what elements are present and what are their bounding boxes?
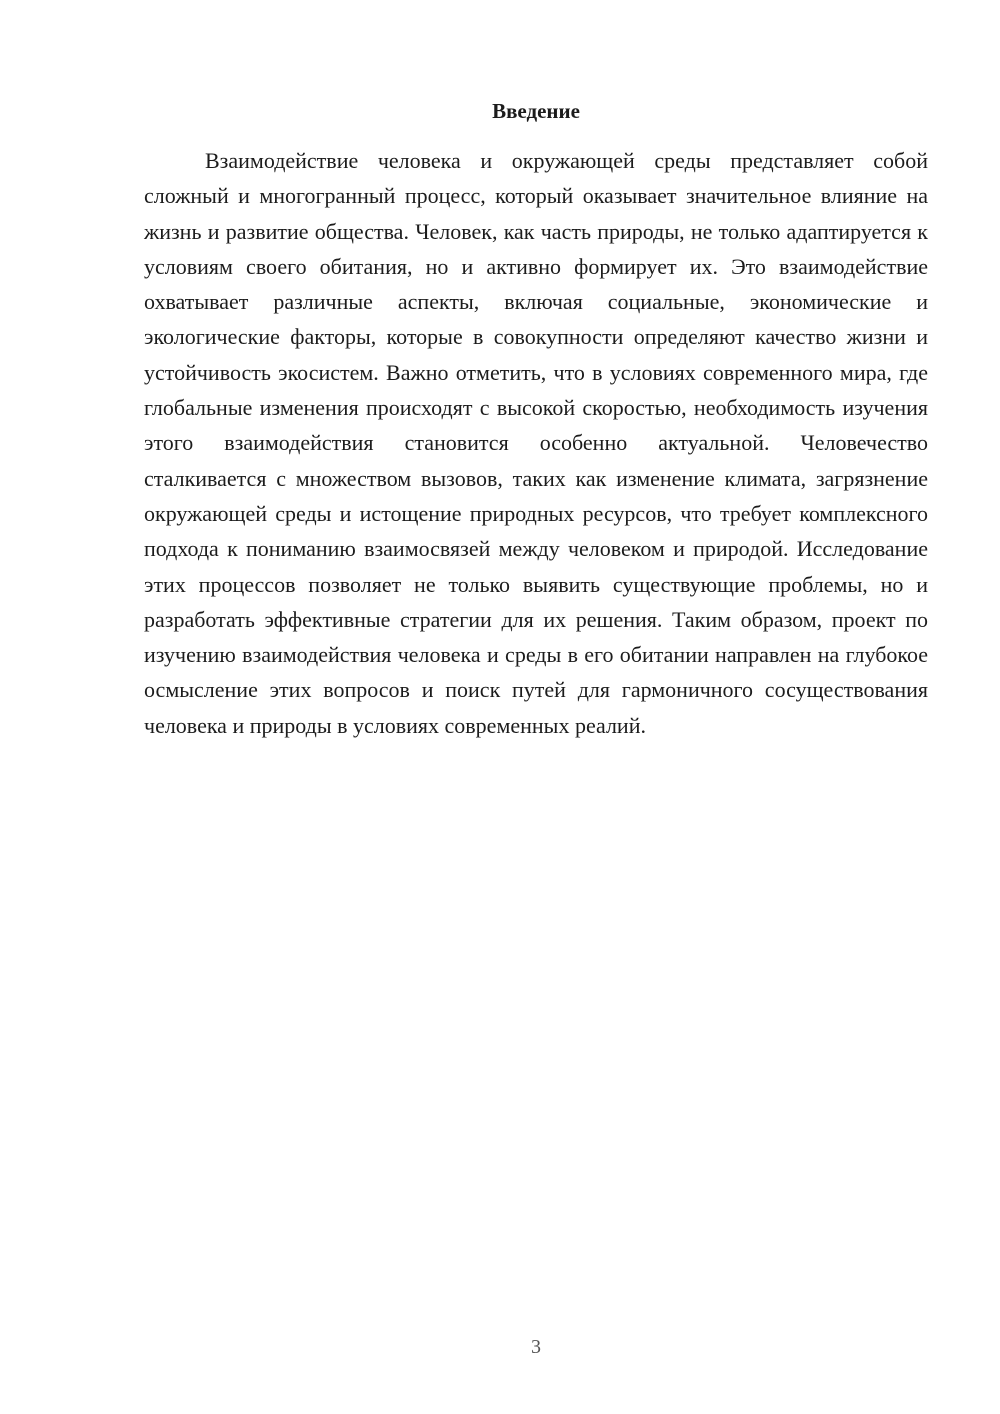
body-paragraph: Взаимодействие человека и окружающей среды представляет собой сложный и многогранный процесс, который оказывает значительное влияние на жизнь и развитие общества. Человек, как часть природы, не только адаптируется к условиям своего обитания, но и активно формирует их. Это взаимодействие охватывает различные аспекты, включая социальные, экономические и экологические факторы, которые в совокупности определяют качество жизни и устойчивость экосистем. Важно отметить, что в условиях современного мира, где глобальные изменения происходят с высокой скоростью, необходимость изучения этого взаимодействия становится особенно актуальной. Человечество сталкивается с множеством вызовов, таких как изменение климата, загрязнение окружающей среды и истощение природных ресурсов, что требует комплексного подхода к пониманию взаимосвязей между человеком и природой. Исследование этих процессов позволяет не только выявить существующие проблемы, но и разработать эффективные стратегии для их решения. Таким образом, проект по изучению взаимодействия человека и среды в его обитании направлен на глубокое осмысление этих вопросов и поиск путей для гармоничного сосуществования человека и природы в условиях современных реалий. <box>144 148 928 738</box>
page-number: 3 <box>531 1336 541 1358</box>
section-heading: Введение <box>492 99 580 123</box>
